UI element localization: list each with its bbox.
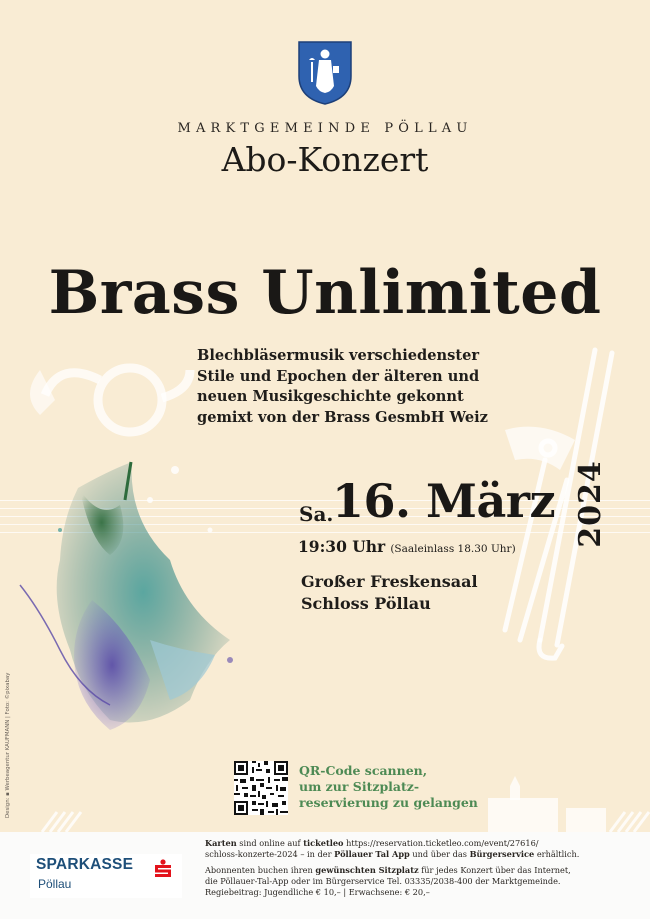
start-time: 19:30 Uhr — [298, 537, 386, 556]
date-day-month: 16. März — [332, 474, 556, 528]
concert-series-title: Abo-Konzert — [221, 140, 429, 179]
info-line: Karten sind online auf ticketleo https://reservation.ticketleo.com/event/27616/ — [205, 838, 539, 848]
qr-line: QR-Code scannen, — [299, 763, 428, 778]
organization-name: MARKTGEMEINDE PÖLLAU — [177, 121, 473, 136]
qr-line: reservierung zu gelangen — [299, 795, 478, 810]
concert-time — [298, 537, 516, 556]
sponsor-location: Pöllau — [38, 877, 72, 891]
description-line: Blechbläsermusik verschiedenster — [197, 347, 480, 364]
venue — [301, 571, 478, 615]
date-weekday: Sa. — [299, 502, 334, 526]
description-line: neuen Musikgeschichte gekonnt — [197, 388, 464, 405]
description-line: Stile und Epochen der älteren und — [197, 367, 480, 385]
ticket-url[interactable]: https://reservation.ticketleo.com/event/27616/ — [343, 838, 539, 848]
admission-time: (Saaleinlass 18.30 Uhr) — [390, 543, 516, 555]
info-line: die Pöllauer-Tal-App oder im Bürgerservice Tel. 03335/2038-400 der Marktgemeinde. — [205, 875, 561, 886]
qr-instructions — [299, 763, 478, 811]
concert-headline: Brass Unlimited — [48, 258, 602, 328]
design-credit: Design: ▪ Werbeagentur KAUFMANN | Foto: ©pixabay — [5, 672, 11, 818]
coat-of-arms-icon — [297, 40, 353, 106]
venue-hall: Großer Freskensaal — [301, 572, 478, 591]
qr-code-icon[interactable] — [234, 761, 288, 815]
sparkasse-s-icon — [155, 859, 171, 877]
info-line: Abonnenten buchen ihren gewünschten Sitzplatz für jedes Konzert über das Internet, — [205, 864, 571, 875]
description-line: gemixt von der Brass GesmbH Weiz — [197, 408, 488, 426]
qr-line: um zur Sitzplatz- — [299, 779, 420, 794]
date-year: 2024 — [573, 460, 608, 548]
info-line: schloss-konzerte-2024 – in der Pöllauer Tal App und über das Bürgerservice erhältlich. — [205, 849, 580, 860]
concert-description — [197, 346, 517, 428]
info-line: Regiebeitrag: Jugendliche € 10,– | Erwachsene: € 20,– — [205, 887, 430, 898]
venue-location: Schloss Pöllau — [301, 594, 431, 613]
sponsor-name: SPARKASSE — [36, 856, 134, 873]
ticket-info — [205, 838, 645, 898]
